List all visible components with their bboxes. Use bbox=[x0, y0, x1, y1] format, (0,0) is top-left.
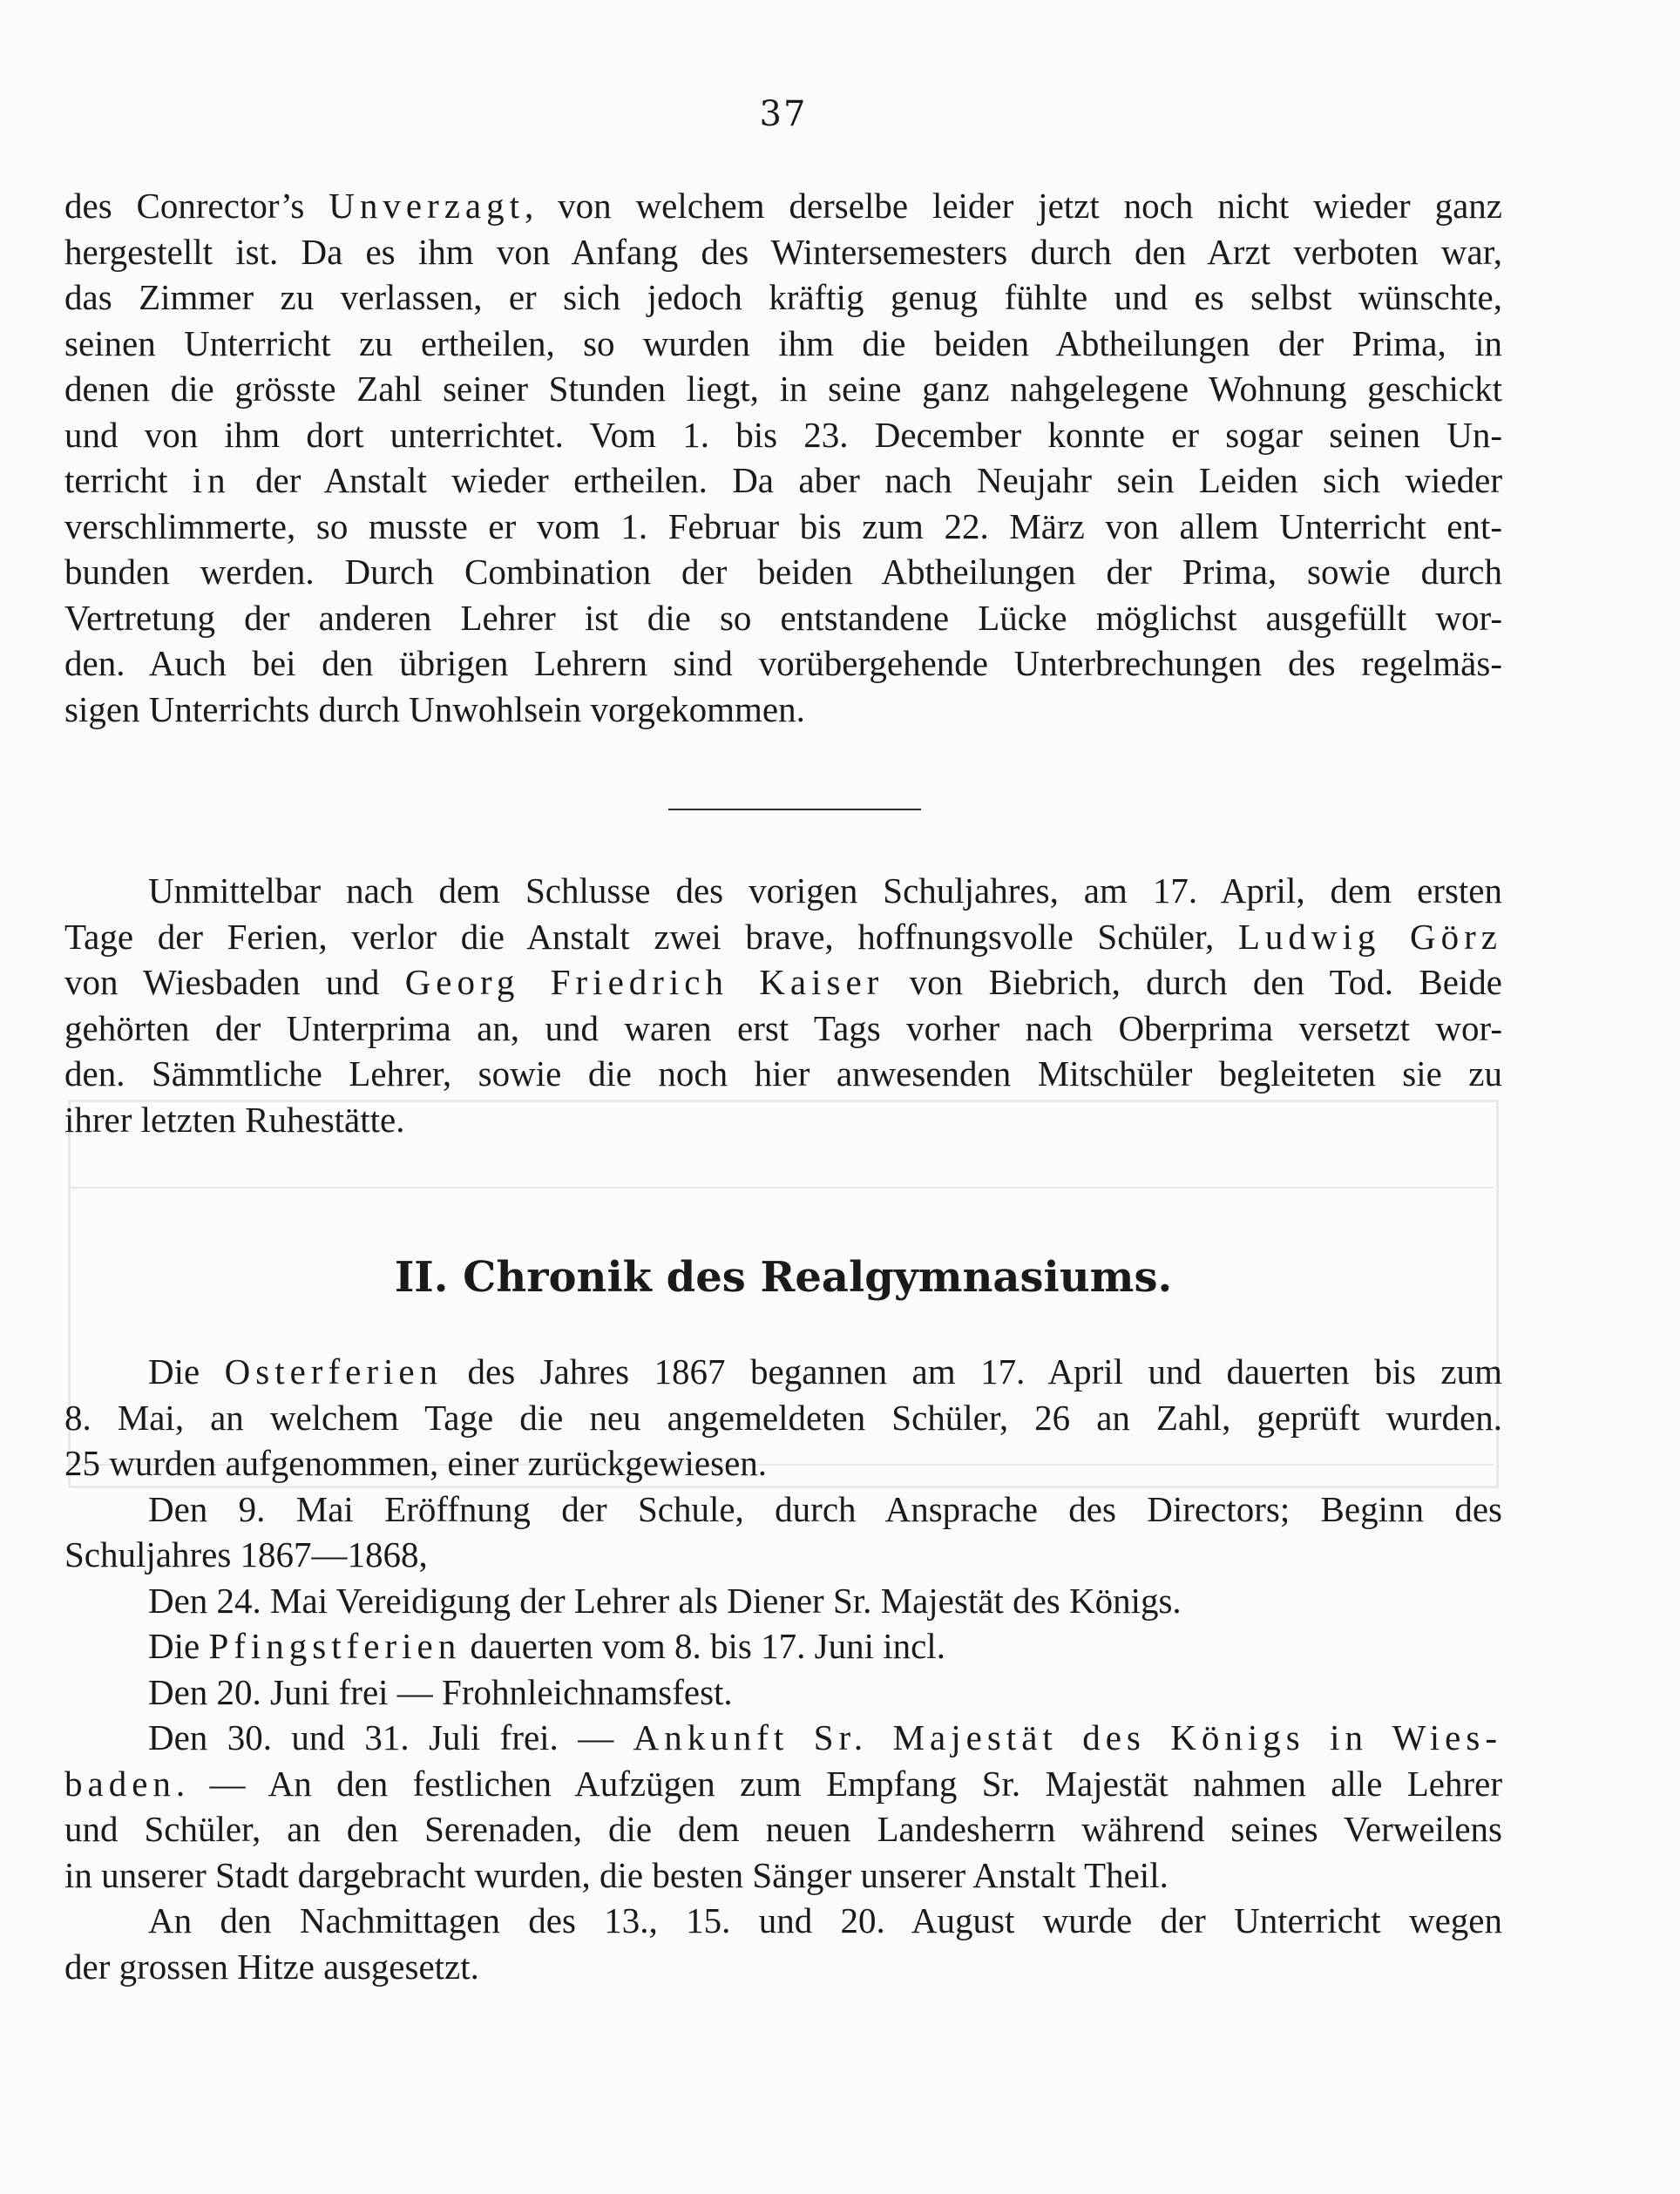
line-text: An den Nachmittagen des 13., 15. und 20. August wurde der Unterricht wegen bbox=[148, 1900, 1502, 1940]
spaced-emphasis: Osterferien bbox=[224, 1351, 444, 1392]
text-line bbox=[64, 1623, 1502, 1669]
line-text: bunden werden. Durch Combination der beiden Abtheilungen der Prima, sowie durch bbox=[64, 552, 1502, 592]
line-text: 8. Mai, an welchem Tage die neu angemeldeten Schüler, 26 an Zahl, geprüft wurden. bbox=[64, 1397, 1502, 1438]
text-line bbox=[64, 868, 1502, 914]
text-line bbox=[64, 183, 1502, 229]
text-line bbox=[64, 1852, 1502, 1899]
spaced-emphasis: baden bbox=[64, 1763, 176, 1804]
text-line bbox=[64, 1486, 1502, 1533]
spaced-emphasis: Ankunft Sr. Majestät des Königs in Wies- bbox=[633, 1717, 1502, 1757]
text-line bbox=[64, 1898, 1502, 1944]
section-two-paragraph bbox=[64, 868, 1502, 1142]
text-line bbox=[64, 1761, 1502, 1807]
text-line bbox=[64, 1051, 1502, 1097]
line-text: das Zimmer zu verlassen, er sich jedoch kräftig genug fühlte und es selbst wünschte, bbox=[64, 277, 1502, 317]
spaced-emphasis: Ludwig Görz bbox=[1237, 916, 1503, 957]
line-text: . — An den festlichen Aufzügen zum Empfang Sr. Majestät nahmen alle Lehrer bbox=[175, 1763, 1502, 1804]
line-text: und von ihm dort unterrichtet. Vom 1. bis 23. December konnte er sogar seinen Un- bbox=[64, 414, 1502, 455]
text-line bbox=[64, 1944, 1502, 1990]
line-text: Tage der Ferien, verlor die Anstalt zwei brave, hoffnungsvolle Schüler, bbox=[64, 916, 1238, 957]
text-line bbox=[64, 229, 1502, 275]
text-line bbox=[64, 1349, 1502, 1395]
line-text: und Schüler, an den Serenaden, die dem neuen Landesherrn während seines Verweilens bbox=[64, 1809, 1502, 1849]
line-text: denen die grösste Zahl seiner Stunden liegt, in seine ganz nahgelegene Wohnung geschickt bbox=[64, 369, 1502, 409]
section-divider bbox=[668, 809, 921, 810]
chronicle-body bbox=[64, 1349, 1502, 1989]
text-line bbox=[64, 504, 1502, 550]
line-text: Die bbox=[148, 1351, 225, 1392]
line-text: der Anstalt wieder ertheilen. Da aber nach Neujahr sein Leiden sich wieder bbox=[230, 460, 1502, 500]
line-text: Den 30. und 31. Juli frei. — bbox=[148, 1717, 633, 1757]
spaced-emphasis: Unverzagt bbox=[329, 186, 525, 226]
line-text: Die bbox=[148, 1626, 209, 1666]
line-text: hergestellt ist. Da es ihm von Anfang des Wintersemesters durch den Arzt verboten war, bbox=[64, 231, 1502, 272]
line-text: Unmittelbar nach dem Schlusse des vorigen Schuljahres, am 17. April, dem ersten bbox=[148, 870, 1502, 911]
page-number: 37 bbox=[759, 94, 808, 134]
line-text: Den 9. Mai Eröffnung der Schule, durch Ansprache des Directors; Beginn des bbox=[148, 1488, 1502, 1529]
line-text: in unserer Stadt dargebracht wurden, die besten Sänger unserer Anstalt Theil. bbox=[64, 1854, 1169, 1895]
text-line bbox=[64, 1395, 1502, 1441]
text-line bbox=[64, 1532, 1502, 1578]
line-text: 25 wurden aufgenommen, einer zurückgewiesen. bbox=[64, 1443, 768, 1483]
text-line bbox=[64, 1806, 1502, 1852]
line-text: verschlimmerte, so musste er vom 1. Februar bis zum 22. März von allem Unterricht ent- bbox=[64, 505, 1502, 546]
text-line bbox=[64, 549, 1502, 595]
text-line bbox=[64, 457, 1502, 504]
line-text: des Conrector’s bbox=[64, 186, 329, 226]
text-line bbox=[64, 412, 1502, 458]
line-text: gehörten der Unterprima an, und waren erst Tags vorher nach Oberprima versetzt wor- bbox=[64, 1007, 1502, 1048]
line-text: seinen Unterricht zu ertheilen, so wurden ihm die beiden Abtheilungen der Prima, in bbox=[64, 322, 1502, 363]
text-line bbox=[64, 640, 1502, 687]
line-text: dauerten vom 8. bis 17. Juni incl. bbox=[461, 1626, 945, 1666]
line-text: der grossen Hitze ausgesetzt. bbox=[64, 1946, 479, 1987]
line-text: terricht bbox=[64, 460, 193, 500]
text-line bbox=[64, 1578, 1502, 1624]
chronicle-heading: II. Chronik des Realgymnasiums. bbox=[394, 1253, 1173, 1302]
text-line bbox=[64, 595, 1502, 641]
spaced-emphasis: Pfingstferien bbox=[208, 1626, 462, 1666]
line-text: ihrer letzten Ruhestätte. bbox=[64, 1099, 405, 1140]
line-text: Schuljahres 1867—1868, bbox=[64, 1534, 428, 1574]
text-line bbox=[64, 1006, 1502, 1052]
text-line bbox=[64, 914, 1502, 960]
spaced-emphasis: in bbox=[192, 460, 231, 500]
text-line bbox=[64, 1097, 1502, 1143]
text-line bbox=[64, 1669, 1502, 1716]
line-text: , von welchem derselbe leider jetzt noch nicht wieder ganz bbox=[525, 186, 1502, 226]
line-text: Vertretung der anderen Lehrer ist die so entstandene Lücke möglichst ausgefüllt wor- bbox=[64, 597, 1502, 638]
line-text: sigen Unterrichts durch Unwohlsein vorgekommen. bbox=[64, 688, 805, 729]
line-text: des Jahres 1867 begannen am 17. April und dauerten bis zum bbox=[443, 1351, 1502, 1392]
section-one-paragraph bbox=[64, 183, 1502, 732]
text-line bbox=[64, 366, 1502, 412]
spaced-emphasis: Georg Friedrich Kaiser bbox=[404, 962, 884, 1002]
line-text: Den 24. Mai Vereidigung der Lehrer als Diener Sr. Majestät des Königs. bbox=[148, 1580, 1182, 1621]
text-line bbox=[64, 1440, 1502, 1486]
line-text: Den 20. Juni frei — Frohnleichnamsfest. bbox=[148, 1671, 733, 1712]
line-text: den. Sämmtliche Lehrer, sowie die noch hier anwesenden Mitschüler begleiteten sie zu bbox=[64, 1053, 1502, 1094]
text-line bbox=[64, 959, 1502, 1006]
line-text: den. Auch bei den übrigen Lehrern sind vorübergehende Unterbrechungen des regelmäs- bbox=[64, 643, 1502, 683]
text-line bbox=[64, 321, 1502, 367]
text-line bbox=[64, 687, 1502, 733]
bleed-through-rule bbox=[68, 1187, 1494, 1188]
text-line bbox=[64, 274, 1502, 321]
line-text: von Biebrich, durch den Tod. Beide bbox=[884, 962, 1502, 1002]
line-text: von Wiesbaden und bbox=[64, 962, 405, 1002]
text-line bbox=[64, 1715, 1502, 1761]
